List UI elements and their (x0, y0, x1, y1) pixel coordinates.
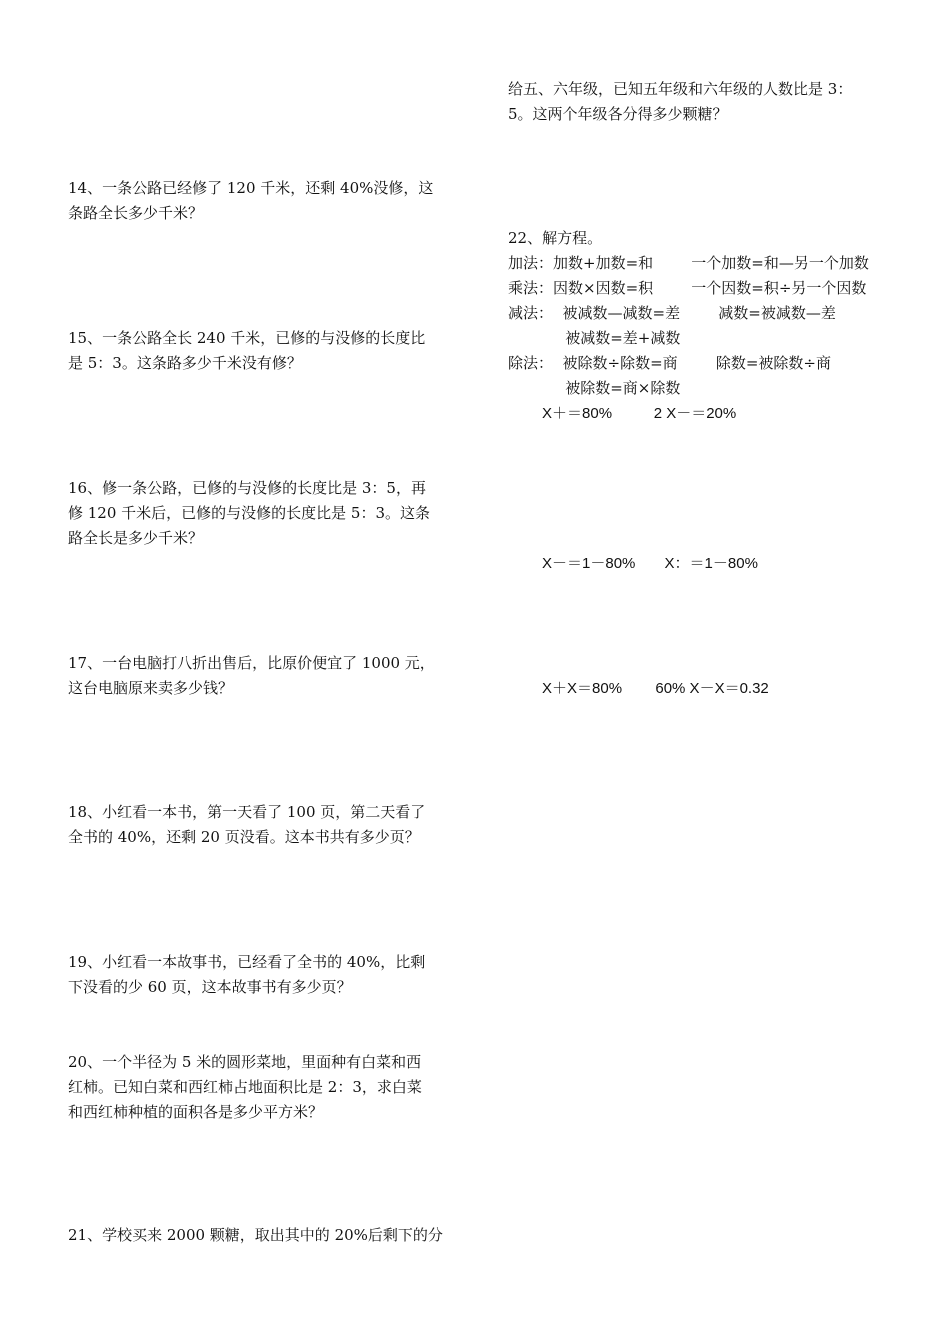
q22-title: 22、解方程。 (508, 229, 603, 247)
rule-addition: 加法：加数+加数=和 一个加数=和—另一个加数 (508, 254, 869, 272)
equation-row-2: X－＝1－80% X：＝1－80% (542, 555, 758, 572)
q20-line-3: 和西红柿种植的面积各是多少平方米？ (68, 1103, 324, 1121)
q19-line-2: 下没看的少 60 页，这本故事书有多少页？ (68, 978, 352, 996)
q20-line-2: 红柿。已知白菜和西红柿占地面积比是 2：3，求白菜 (68, 1078, 422, 1096)
q14-line-2: 条路全长多少千米？ (68, 204, 204, 222)
q17-line-2: 这台电脑原来卖多少钱？ (68, 679, 234, 697)
q16-line-2: 修 120 千米后，已修的与没修的长度比是 5：3。这条 (68, 504, 431, 522)
q21-line-1: 21、学校买来 2000 颗糖，取出其中的 20%后剩下的分 (68, 1226, 443, 1244)
q14-line-1: 14、一条公路已经修了 120 千米，还剩 40%没修，这 (68, 179, 434, 197)
equation-row-3: X＋X＝80% 60% X－X＝0.32 (542, 680, 769, 697)
rule-subtraction: 减法： 被减数—减数=差 减数=被减数—差 (508, 304, 836, 322)
q16-line-1: 16、修一条公路，已修的与没修的长度比是 3：5，再 (68, 479, 426, 497)
equation-row-1: X＋＝80% 2 X－＝20% (542, 405, 737, 422)
rule-division-2: 被除数=商×除数 (508, 379, 681, 397)
rule-subtraction-2: 被减数=差+减数 (508, 329, 681, 347)
q19-line-1: 19、小红看一本故事书，已经看了全书的 40%，比剩 (68, 953, 426, 971)
rule-multiplication: 乘法：因数×因数=积 一个因数=积÷另一个因数 (508, 279, 867, 297)
q18-line-1: 18、小红看一本书，第一天看了 100 页，第二天看了 (68, 803, 426, 821)
rule-division: 除法： 被除数÷除数=商 除数=被除数÷商 (508, 354, 831, 372)
q15-line-1: 15、一条公路全长 240 千米，已修的与没修的长度比 (68, 329, 426, 347)
q21-cont-line-1: 给五、六年级，已知五年级和六年级的人数比是 3： (508, 80, 853, 98)
q21-cont-line-2: 5。这两个年级各分得多少颗糖？ (508, 105, 728, 123)
q17-line-1: 17、一台电脑打八折出售后，比原价便宜了 1000 元， (68, 654, 435, 672)
q15-line-2: 是 5：3。这条路多少千米没有修？ (68, 354, 302, 372)
q18-line-2: 全书的 40%，还剩 20 页没看。这本书共有多少页？ (68, 828, 420, 846)
q16-line-3: 路全长是多少千米？ (68, 529, 204, 547)
q20-line-1: 20、一个半径为 5 米的圆形菜地，里面种有白菜和西 (68, 1053, 422, 1071)
